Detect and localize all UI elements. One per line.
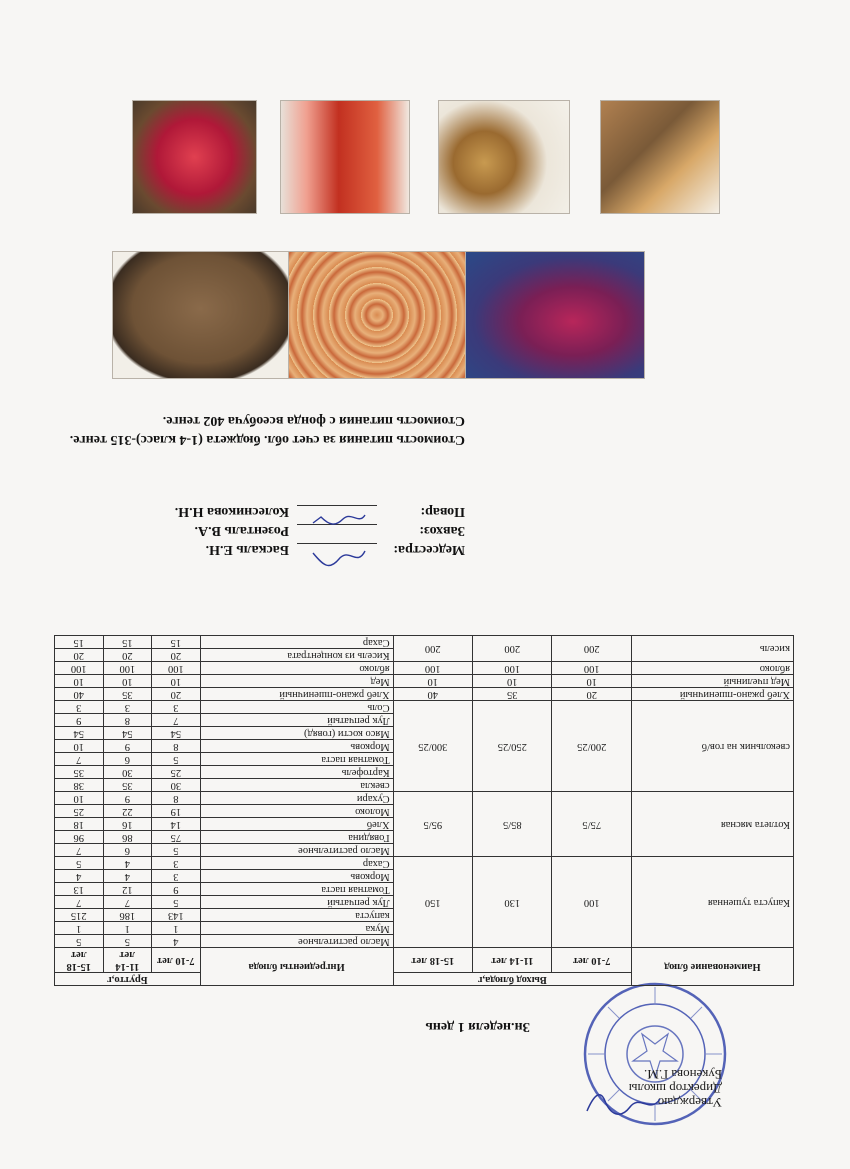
ingredient-brutto: 1 bbox=[152, 922, 201, 935]
ingredient-brutto: 12 bbox=[103, 883, 152, 896]
dish-yield: 300/25 bbox=[393, 701, 472, 792]
ingredient-brutto: 4 bbox=[103, 857, 152, 870]
dish-name: Капуста тушенная bbox=[631, 857, 793, 948]
header-yield-age-2: 11-14 лет bbox=[473, 948, 552, 973]
dish-yield: 95/5 bbox=[393, 792, 472, 857]
ingredient-brutto: 7 bbox=[55, 896, 104, 909]
ingredient-brutto: 7 bbox=[55, 753, 104, 766]
ingredient-brutto: 6 bbox=[103, 844, 152, 857]
director-signature bbox=[585, 1089, 665, 1119]
dish-yield: 100 bbox=[393, 662, 472, 675]
ingredient-name: Мед bbox=[200, 675, 393, 688]
table-row bbox=[55, 688, 794, 701]
dish-yield: 10 bbox=[393, 675, 472, 688]
ingredient-name: Хлеб ржано-пшеничный bbox=[200, 688, 393, 701]
dish-yield: 85/5 bbox=[473, 792, 552, 857]
table-row bbox=[55, 675, 794, 688]
ingredient-brutto: 9 bbox=[55, 714, 104, 727]
ingredient-brutto: 3 bbox=[55, 701, 104, 714]
ingredient-brutto: 54 bbox=[55, 727, 104, 740]
table-row bbox=[55, 935, 794, 948]
ingredient-brutto: 75 bbox=[152, 831, 201, 844]
menu-body bbox=[55, 636, 794, 948]
ingredient-brutto: 3 bbox=[152, 857, 201, 870]
ingredient-brutto: 5 bbox=[103, 935, 152, 948]
ingredient-brutto: 10 bbox=[152, 675, 201, 688]
ingredient-name: Хлеб bbox=[200, 818, 393, 831]
ingredient-brutto: 4 bbox=[152, 935, 201, 948]
ingredient-brutto: 8 bbox=[152, 792, 201, 805]
header-yield: Выход блюда,г bbox=[393, 973, 631, 986]
ingredient-brutto: 54 bbox=[152, 727, 201, 740]
staff-block bbox=[175, 502, 465, 559]
nurse-signature bbox=[309, 545, 369, 569]
photo-tomato-paste bbox=[280, 100, 410, 214]
ingredient-name: Говядина bbox=[200, 831, 393, 844]
header-brutto-age-3: 15-18 лет bbox=[55, 948, 104, 973]
cost-line-2: Стоимость питания с фонда всеобуча 402 тенге. bbox=[162, 413, 465, 428]
ingredient-brutto: 100 bbox=[55, 662, 104, 675]
ingredient-brutto: 15 bbox=[55, 636, 104, 649]
ingredient-name: Мясо кости (говяд) bbox=[200, 727, 393, 740]
ingredient-name: капуста bbox=[200, 909, 393, 922]
dish-yield: 100 bbox=[552, 857, 631, 948]
ingredient-brutto: 8 bbox=[152, 740, 201, 753]
ingredient-brutto: 20 bbox=[103, 649, 152, 662]
dish-yield: 35 bbox=[473, 688, 552, 701]
ingredient-brutto: 3 bbox=[152, 870, 201, 883]
ingredient-name: Морковь bbox=[200, 870, 393, 883]
ingredient-name: Сухари bbox=[200, 792, 393, 805]
header-brutto: Брутто,г bbox=[55, 973, 201, 986]
header-dish: Наименование блюд bbox=[631, 948, 793, 986]
photo-stewed-cabbage bbox=[288, 251, 466, 379]
ingredient-brutto: 20 bbox=[55, 649, 104, 662]
dish-name: кисель bbox=[631, 636, 793, 662]
ingredient-brutto: 9 bbox=[103, 740, 152, 753]
dish-yield: 75/5 bbox=[552, 792, 631, 857]
ingredient-brutto: 10 bbox=[55, 740, 104, 753]
dish-yield: 200 bbox=[552, 636, 631, 662]
ingredient-name: Лук репчатый bbox=[200, 896, 393, 909]
ingredient-name: яблоко bbox=[200, 662, 393, 675]
photo-bread-loaf bbox=[600, 100, 720, 214]
ingredient-brutto: 5 bbox=[152, 896, 201, 909]
cost-line-1: Стоимость питания за счет обл. бюджета (1-4 класс)-315 тенге. bbox=[69, 432, 465, 447]
ingredient-name: Лук репчатый bbox=[200, 714, 393, 727]
cook-signature bbox=[309, 507, 369, 531]
ingredient-brutto: 4 bbox=[103, 870, 152, 883]
ingredient-brutto: 14 bbox=[152, 818, 201, 831]
ingredient-brutto: 15 bbox=[103, 636, 152, 649]
header-ingredients: Ингредиенты блюда bbox=[200, 948, 393, 986]
ingredient-brutto: 10 bbox=[55, 675, 104, 688]
dish-name: Мед пчелиный bbox=[631, 675, 793, 688]
ingredient-brutto: 35 bbox=[103, 779, 152, 792]
dish-name: свекольник на гов/б bbox=[631, 701, 793, 792]
ingredient-name: Масло растительное bbox=[200, 935, 393, 948]
table-row bbox=[55, 649, 794, 662]
dish-yield: 250/25 bbox=[473, 701, 552, 792]
dish-name: Хлеб ржано-пшеничный bbox=[631, 688, 793, 701]
ingredient-brutto: 100 bbox=[103, 662, 152, 675]
dish-name: яблоко bbox=[631, 662, 793, 675]
approval-line-2: Директор школы bbox=[628, 1081, 722, 1096]
ingredient-name: Сахар bbox=[200, 857, 393, 870]
cook-role: Повар: bbox=[420, 504, 465, 519]
ingredient-brutto: 15 bbox=[152, 636, 201, 649]
ingredient-brutto: 186 bbox=[103, 909, 152, 922]
ingredient-brutto: 4 bbox=[55, 870, 104, 883]
ingredient-name: Морковь bbox=[200, 740, 393, 753]
ingredient-brutto: 96 bbox=[55, 831, 104, 844]
ingredient-brutto: 16 bbox=[103, 818, 152, 831]
ingredient-brutto: 35 bbox=[55, 766, 104, 779]
ingredient-brutto: 13 bbox=[55, 883, 104, 896]
dish-yield: 10 bbox=[473, 675, 552, 688]
table-row bbox=[55, 662, 794, 675]
ingredient-name: Молоко bbox=[200, 805, 393, 818]
cost-block bbox=[70, 411, 465, 449]
dish-yield: 150 bbox=[393, 857, 472, 948]
ingredient-brutto: 7 bbox=[152, 714, 201, 727]
ingredient-brutto: 1 bbox=[103, 922, 152, 935]
header-yield-age-3: 15-18 лет bbox=[393, 948, 472, 973]
ingredient-brutto: 1 bbox=[55, 922, 104, 935]
ingredient-brutto: 20 bbox=[152, 649, 201, 662]
ingredient-brutto: 19 bbox=[152, 805, 201, 818]
ingredient-brutto: 10 bbox=[103, 675, 152, 688]
ingredient-brutto: 3 bbox=[152, 701, 201, 714]
ingredient-name: Кисель из концентрата bbox=[200, 649, 393, 662]
dish-yield: 10 bbox=[552, 675, 631, 688]
staff-row-nurse bbox=[175, 540, 465, 559]
ingredient-brutto: 30 bbox=[152, 779, 201, 792]
ingredient-brutto: 143 bbox=[152, 909, 201, 922]
ingredient-brutto: 6 bbox=[103, 753, 152, 766]
ingredient-brutto: 18 bbox=[55, 818, 104, 831]
dish-yield: 130 bbox=[473, 857, 552, 948]
header-brutto-age-2: 11-14 лет bbox=[103, 948, 152, 973]
ingredient-name: Мука bbox=[200, 922, 393, 935]
photo-honey-jar bbox=[438, 100, 570, 214]
ingredient-name: свекла bbox=[200, 779, 393, 792]
ingredient-brutto: 7 bbox=[55, 844, 104, 857]
photo-borscht bbox=[465, 251, 645, 379]
nurse-signature-line bbox=[297, 543, 377, 559]
ingredient-brutto: 20 bbox=[152, 688, 201, 701]
ingredient-brutto: 10 bbox=[55, 792, 104, 805]
cook-signature-line bbox=[297, 505, 377, 521]
cook-name: Колесникова Н.Н. bbox=[174, 504, 289, 519]
nurse-name: Баскаль Е.Н. bbox=[205, 542, 289, 557]
approval-line-3: Букенова Г.М. bbox=[644, 1067, 722, 1082]
header-yield-age-1: 7-10 лет bbox=[552, 948, 631, 973]
dish-yield: 20 bbox=[552, 688, 631, 701]
ingredient-name: Томатная паста bbox=[200, 883, 393, 896]
ingredient-brutto: 40 bbox=[55, 688, 104, 701]
table-row bbox=[55, 844, 794, 857]
dish-yield: 100 bbox=[552, 662, 631, 675]
nurse-role: Медсестра: bbox=[393, 542, 465, 557]
approval-line-1: Утверждаю bbox=[657, 1095, 722, 1110]
dish-yield: 200 bbox=[393, 636, 472, 662]
ingredient-brutto: 100 bbox=[152, 662, 201, 675]
ingredient-brutto: 25 bbox=[152, 766, 201, 779]
ingredient-brutto: 8 bbox=[103, 714, 152, 727]
photo-rye-bread bbox=[112, 251, 289, 379]
ingredient-brutto: 9 bbox=[103, 792, 152, 805]
ingredient-brutto: 35 bbox=[103, 688, 152, 701]
ingredient-brutto: 9 bbox=[152, 883, 201, 896]
dish-yield: 40 bbox=[393, 688, 472, 701]
manager-role: Завхоз: bbox=[419, 523, 465, 538]
ingredient-name: Томатная паста bbox=[200, 753, 393, 766]
ingredient-brutto: 22 bbox=[103, 805, 152, 818]
dish-yield: 100 bbox=[473, 662, 552, 675]
ingredient-brutto: 54 bbox=[103, 727, 152, 740]
ingredient-name: Масло растительное bbox=[200, 844, 393, 857]
ingredient-brutto: 86 bbox=[103, 831, 152, 844]
table-row bbox=[55, 779, 794, 792]
page-title: Зн.неделя 1 день bbox=[425, 1019, 530, 1034]
ingredient-brutto: 3 bbox=[103, 701, 152, 714]
ingredient-brutto: 7 bbox=[103, 896, 152, 909]
ingredient-brutto: 30 bbox=[103, 766, 152, 779]
staff-row-cook bbox=[175, 502, 465, 521]
ingredient-brutto: 5 bbox=[152, 844, 201, 857]
ingredient-brutto: 215 bbox=[55, 909, 104, 922]
ingredient-brutto: 5 bbox=[55, 857, 104, 870]
manager-name: Розенталь В.А. bbox=[194, 523, 289, 538]
ingredient-brutto: 38 bbox=[55, 779, 104, 792]
photo-apple bbox=[132, 100, 257, 214]
menu-table bbox=[54, 635, 794, 986]
header-brutto-age-1: 7-10 лет bbox=[152, 948, 201, 973]
ingredient-name: Картофель bbox=[200, 766, 393, 779]
ingredient-brutto: 25 bbox=[55, 805, 104, 818]
ingredient-brutto: 5 bbox=[55, 935, 104, 948]
ingredient-name: Сахар bbox=[200, 636, 393, 649]
dish-name: Котлета мясная bbox=[631, 792, 793, 857]
dish-yield: 200/25 bbox=[552, 701, 631, 792]
ingredient-name: Соль bbox=[200, 701, 393, 714]
ingredient-brutto: 5 bbox=[152, 753, 201, 766]
dish-yield: 200 bbox=[473, 636, 552, 662]
